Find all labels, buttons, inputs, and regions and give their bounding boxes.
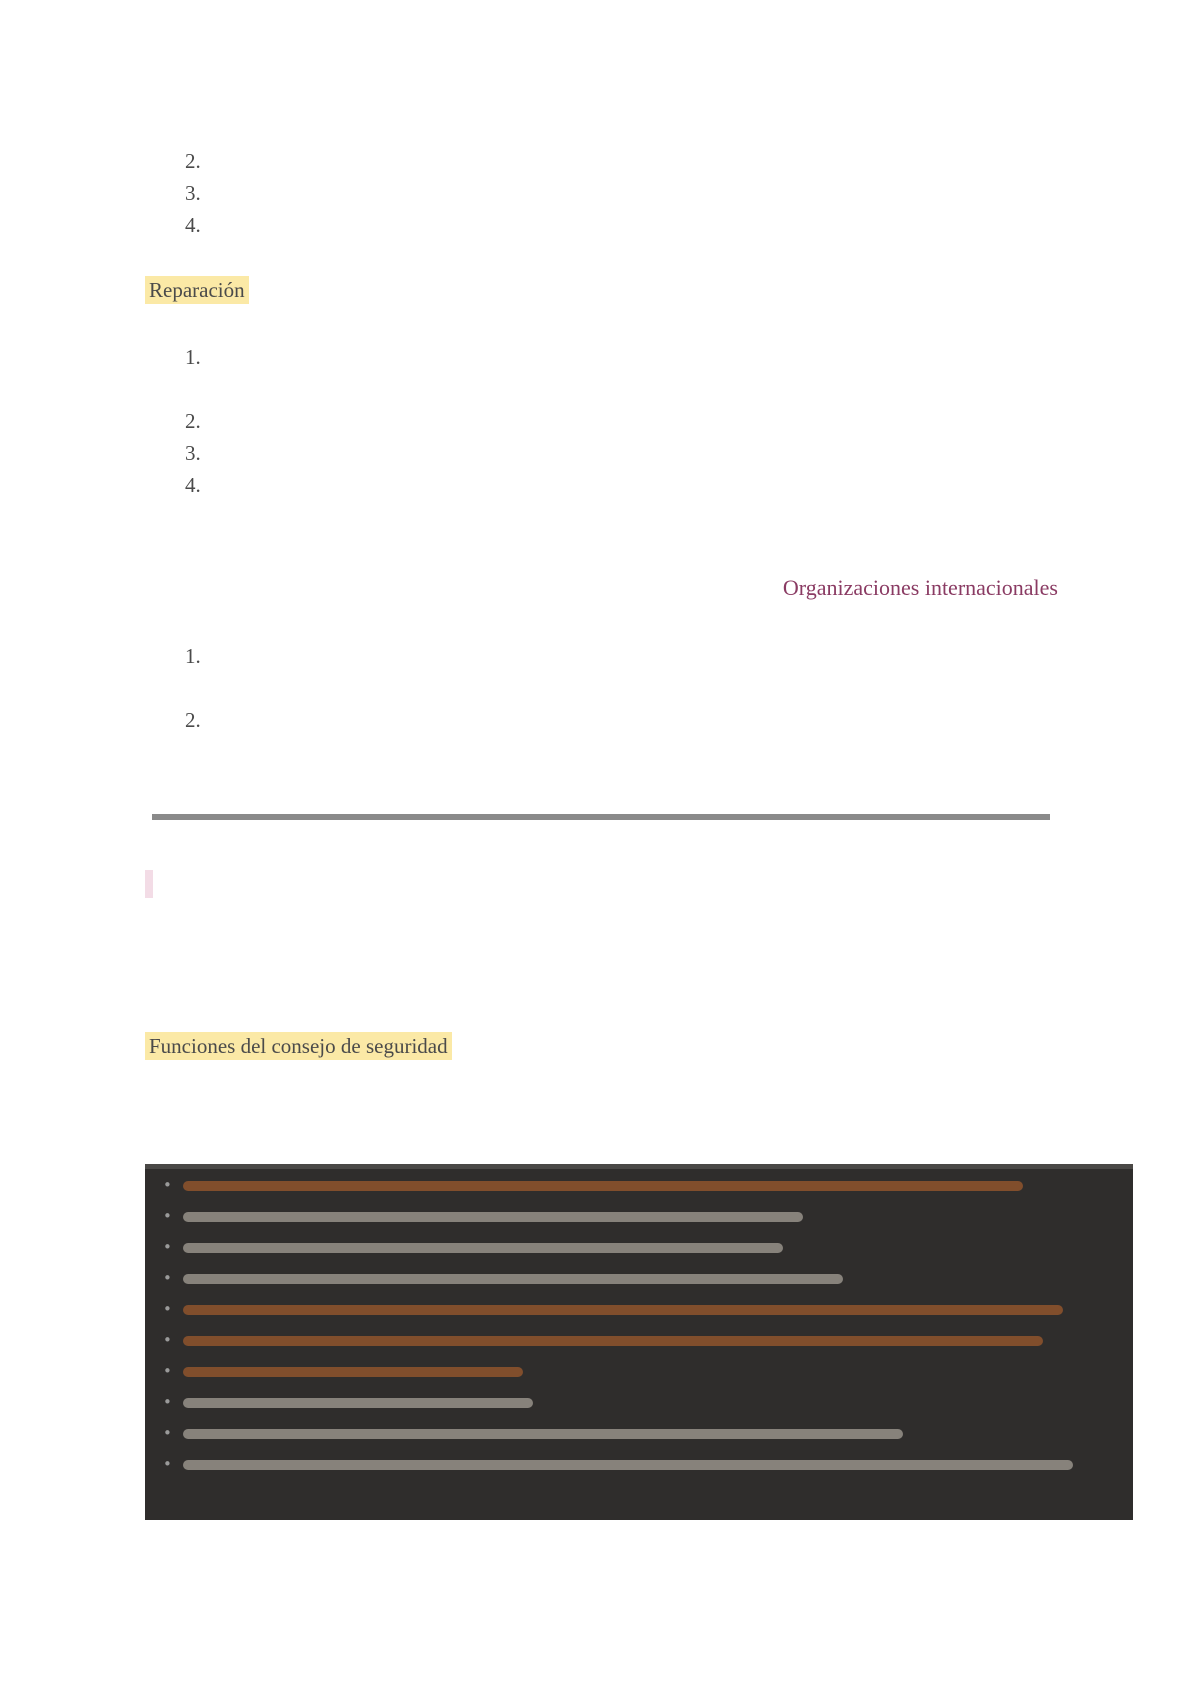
bullet: • xyxy=(163,1393,172,1411)
bullet: • xyxy=(163,1455,172,1473)
list-item xyxy=(145,704,1065,768)
illegible-text-placeholder xyxy=(183,1243,783,1253)
highlighted-heading: Funciones del consejo de seguridad xyxy=(145,1032,452,1060)
numbered-list-organizaciones xyxy=(145,640,1065,768)
section-heading-reparacion xyxy=(145,274,249,306)
code-line-text xyxy=(183,1170,1103,1201)
code-line-text xyxy=(183,1232,1103,1263)
illegible-text-placeholder xyxy=(183,1181,1023,1191)
code-line xyxy=(159,1201,1119,1232)
illegible-text-placeholder xyxy=(183,1305,1063,1315)
highlighted-heading: Reparación xyxy=(145,276,249,304)
code-line xyxy=(159,1263,1119,1294)
list-item xyxy=(145,437,1065,469)
list-item xyxy=(145,177,1065,209)
list-item xyxy=(145,405,1065,437)
bullet: • xyxy=(163,1238,172,1256)
code-line-text xyxy=(183,1387,1103,1418)
bullet: • xyxy=(163,1424,172,1442)
numbered-list-reparacion xyxy=(145,341,1065,533)
list-number: 2. xyxy=(185,409,201,433)
bullet: • xyxy=(163,1176,172,1194)
list-item xyxy=(145,145,1065,177)
code-line xyxy=(159,1232,1119,1263)
list-item xyxy=(145,469,1065,533)
code-line xyxy=(159,1387,1119,1418)
code-panel xyxy=(145,1164,1133,1520)
numbered-list-top xyxy=(145,145,1065,241)
list-item xyxy=(145,640,1065,704)
code-line xyxy=(159,1294,1119,1325)
illegible-text-placeholder xyxy=(183,1336,1043,1346)
list-number: 3. xyxy=(185,441,201,465)
illegible-text-placeholder xyxy=(183,1429,903,1439)
list-item xyxy=(145,209,1065,241)
illegible-text-placeholder xyxy=(183,1398,533,1408)
code-line xyxy=(159,1356,1119,1387)
list-number: 1. xyxy=(185,345,201,369)
code-line-text xyxy=(183,1418,1103,1449)
code-line-text xyxy=(183,1201,1103,1232)
code-line-text xyxy=(183,1263,1103,1294)
code-line-text xyxy=(183,1294,1103,1325)
bullet: • xyxy=(163,1269,172,1287)
section-heading-organizaciones: Organizaciones internacionales xyxy=(782,575,1058,600)
horizontal-rule xyxy=(152,814,1050,820)
code-line xyxy=(159,1418,1119,1449)
code-line-text xyxy=(183,1325,1103,1356)
section-heading-funciones xyxy=(145,1030,452,1062)
bullet: • xyxy=(163,1362,172,1380)
list-number: 3. xyxy=(185,181,201,205)
code-line xyxy=(159,1449,1119,1480)
highlighted-heading xyxy=(145,870,153,898)
bullet: • xyxy=(163,1331,172,1349)
code-line-text xyxy=(183,1356,1103,1387)
bullet: • xyxy=(163,1207,172,1225)
illegible-text-placeholder xyxy=(183,1274,843,1284)
code-panel-top-bar xyxy=(145,1164,1133,1169)
list-number: 2. xyxy=(185,708,201,732)
code-lines xyxy=(159,1170,1119,1480)
illegible-text-placeholder xyxy=(183,1367,523,1377)
code-line-text xyxy=(183,1449,1103,1480)
bullet: • xyxy=(163,1300,172,1318)
illegible-text-placeholder xyxy=(183,1212,803,1222)
list-number: 2. xyxy=(185,149,201,173)
illegible-text-placeholder xyxy=(183,1460,1073,1470)
section-heading-uso-fuerza xyxy=(145,866,1015,902)
list-item xyxy=(145,341,1065,405)
list-number: 4. xyxy=(185,213,201,237)
list-number: 1. xyxy=(185,644,201,668)
list-number: 4. xyxy=(185,473,201,497)
code-line xyxy=(159,1170,1119,1201)
code-line xyxy=(159,1325,1119,1356)
